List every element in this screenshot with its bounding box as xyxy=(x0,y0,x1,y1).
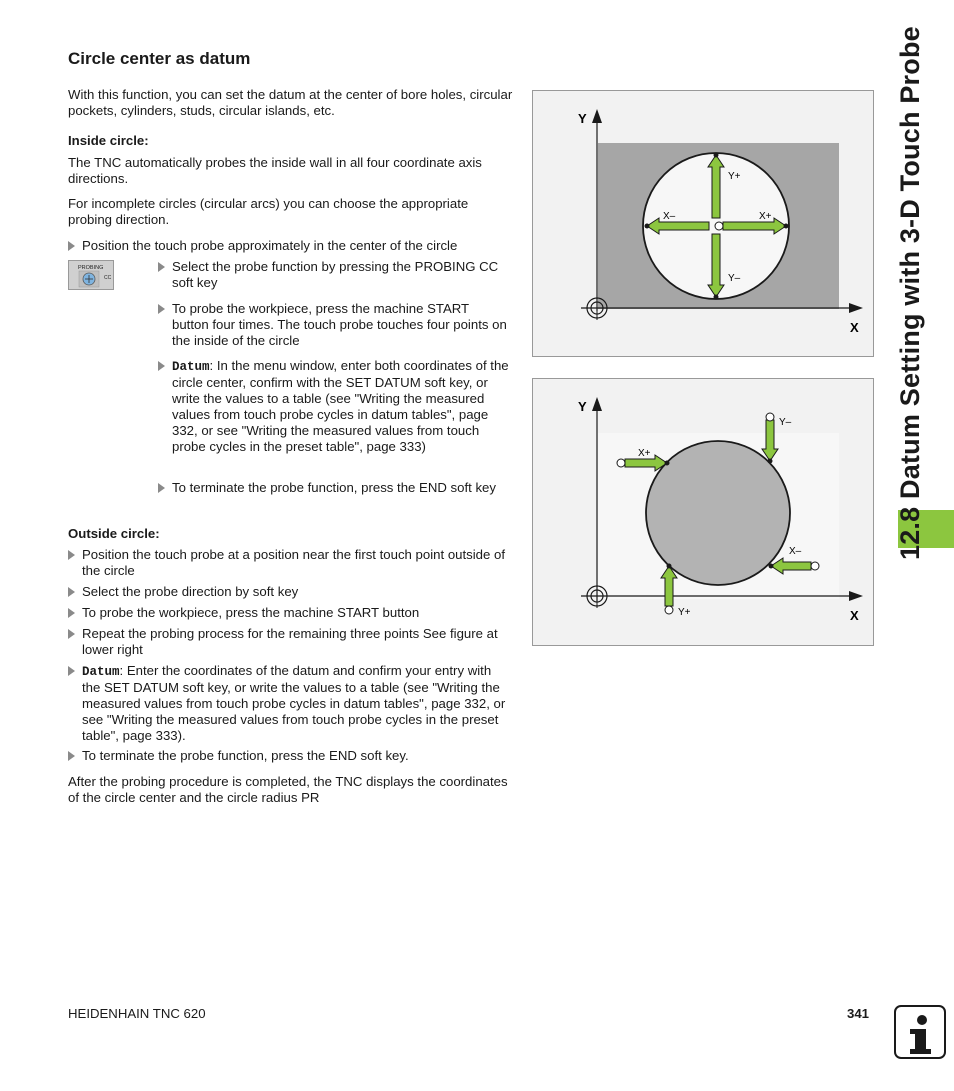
bullet-arrow-icon xyxy=(68,608,75,618)
inside-paragraph-1: The TNC automatically probes the inside wall in all four coordinate axis directions. xyxy=(68,155,482,186)
outside-step-5-text xyxy=(82,663,510,744)
closing-paragraph: After the probing procedure is completed, the TNC displays the coordinates of the circle center and the circle radius PR xyxy=(68,774,508,805)
fig1-label-xplus: X+ xyxy=(759,211,772,222)
inside-step-5-text: To terminate the probe function, press the END soft key xyxy=(172,480,496,495)
touch-point-top xyxy=(714,153,719,158)
info-icon xyxy=(894,1005,946,1059)
inside-circle-heading: Inside circle: xyxy=(68,133,149,148)
fig1-x-label: X xyxy=(850,320,859,335)
bullet-arrow-icon xyxy=(68,241,75,251)
figure-outside-svg xyxy=(533,379,873,645)
bullet-arrow-icon xyxy=(68,666,75,676)
softkey-label-cc: CC xyxy=(104,275,112,281)
inside-paragraph-2: For incomplete circles (circular arcs) you can choose the appropriate probing direction. xyxy=(68,196,469,227)
fig2-label-xplus: X+ xyxy=(638,448,651,459)
info-glyph xyxy=(896,1007,944,1057)
bullet-arrow-icon xyxy=(158,361,165,371)
touch-point-right xyxy=(769,564,774,569)
outside-step-4-text: Repeat the probing process for the remaining three points See figure at lower right xyxy=(82,626,498,657)
figure-outside-circle xyxy=(532,378,874,646)
x-axis-arrow-icon xyxy=(849,591,863,601)
probe-start-icon xyxy=(715,222,723,230)
probe-start-yplus-icon xyxy=(665,606,673,614)
figure-inside-svg xyxy=(533,91,873,356)
inside-step-2 xyxy=(158,259,508,291)
touch-point-left xyxy=(645,224,650,229)
inside-step-1-text: Position the touch probe approximately in the center of the circle xyxy=(82,238,458,253)
touch-point-top xyxy=(768,459,773,464)
bullet-arrow-icon xyxy=(158,304,165,314)
softkey-icon xyxy=(69,261,113,289)
touch-point-left xyxy=(665,461,670,466)
footer-manual-name: HEIDENHAIN TNC 620 xyxy=(68,1006,206,1021)
probe-start-xminus-icon xyxy=(811,562,819,570)
touch-point-bottom xyxy=(667,564,672,569)
section-title: Circle center as datum xyxy=(68,49,251,68)
outside-step-5-body: : Enter the coordinates of the datum and confirm your entry with the SET DATUM soft key, or write the values to a table (see "Writing the measured values from touch probe cycles in datum tables", page 332, or see "Writing the measured values from touch probe cycles in the preset table", page 333). xyxy=(82,663,506,743)
outside-step-3 xyxy=(68,605,508,621)
outside-step-1 xyxy=(68,547,508,579)
inside-step-2-text: Select the probe function by pressing the PROBING CC soft key xyxy=(172,259,499,290)
fig2-label-xminus: X– xyxy=(789,546,802,557)
chapter-side-title: 12.8 Datum Setting with 3-D Touch Probe xyxy=(895,26,925,560)
fig2-x-label: X xyxy=(850,608,859,623)
outside-step-3-text: To probe the workpiece, press the machine START button xyxy=(82,605,420,620)
datum-key-label: Datum xyxy=(172,360,210,374)
inside-step-4-body: : In the menu window, enter both coordinates of the circle center, confirm with the SET DATUM soft key, or write the values to a table (see "Writing the measured values from touch probe cycles in datum tables", page 332, or see "Writing the measured values from touch probe cycles in the preset table", page 333) xyxy=(172,358,509,454)
bullet-arrow-icon xyxy=(68,550,75,560)
y-axis-arrow-icon xyxy=(592,397,602,411)
inside-step-5 xyxy=(158,480,508,496)
probe-start-xplus-icon xyxy=(617,459,625,467)
y-axis-arrow-icon xyxy=(592,109,602,123)
inside-step-3 xyxy=(158,301,508,349)
bullet-arrow-icon xyxy=(68,587,75,597)
fig2-label-yplus: Y+ xyxy=(678,607,691,618)
outside-step-6-text: To terminate the probe function, press the END soft key. xyxy=(82,748,409,763)
outside-step-4 xyxy=(68,626,508,658)
bullet-arrow-icon xyxy=(158,262,165,272)
inside-step-1 xyxy=(68,238,508,254)
outside-circle-heading: Outside circle: xyxy=(68,526,160,541)
bullet-arrow-icon xyxy=(68,629,75,639)
fig2-y-label: Y xyxy=(578,399,587,414)
fig1-label-yminus: Y– xyxy=(728,273,741,284)
outside-step-5 xyxy=(68,663,510,744)
softkey-label-probing: PROBING xyxy=(78,265,104,271)
inside-step-3-text: To probe the workpiece, press the machine START button four times. The touch probe touches four points on the inside of the circle xyxy=(172,301,507,348)
outside-step-2-text: Select the probe direction by soft key xyxy=(82,584,299,599)
intro-paragraph: With this function, you can set the datum at the center of bore holes, circular pockets, cylinders, studs, circular islands, etc. xyxy=(68,87,513,118)
fig1-label-yplus: Y+ xyxy=(728,171,741,182)
page-number: 341 xyxy=(847,1006,870,1021)
outside-step-1-text: Position the touch probe at a position near the first touch point outside of the circle xyxy=(82,547,506,578)
outside-step-6 xyxy=(68,748,508,764)
fig1-y-label: Y xyxy=(578,111,587,126)
bullet-arrow-icon xyxy=(68,751,75,761)
bullet-arrow-icon xyxy=(158,483,165,493)
figure-inside-circle xyxy=(532,90,874,357)
fig2-label-yminus: Y– xyxy=(779,417,792,428)
fig1-label-xminus: X– xyxy=(663,211,676,222)
inside-step-4 xyxy=(158,358,510,455)
probe-start-yminus-icon xyxy=(766,413,774,421)
datum-key-label: Datum xyxy=(82,665,120,679)
probing-cc-softkey xyxy=(68,260,114,290)
outside-step-2 xyxy=(68,584,508,600)
x-axis-arrow-icon xyxy=(849,303,863,313)
touch-point-bottom xyxy=(714,295,719,300)
touch-point-right xyxy=(784,224,789,229)
inside-step-4-text xyxy=(172,358,510,455)
